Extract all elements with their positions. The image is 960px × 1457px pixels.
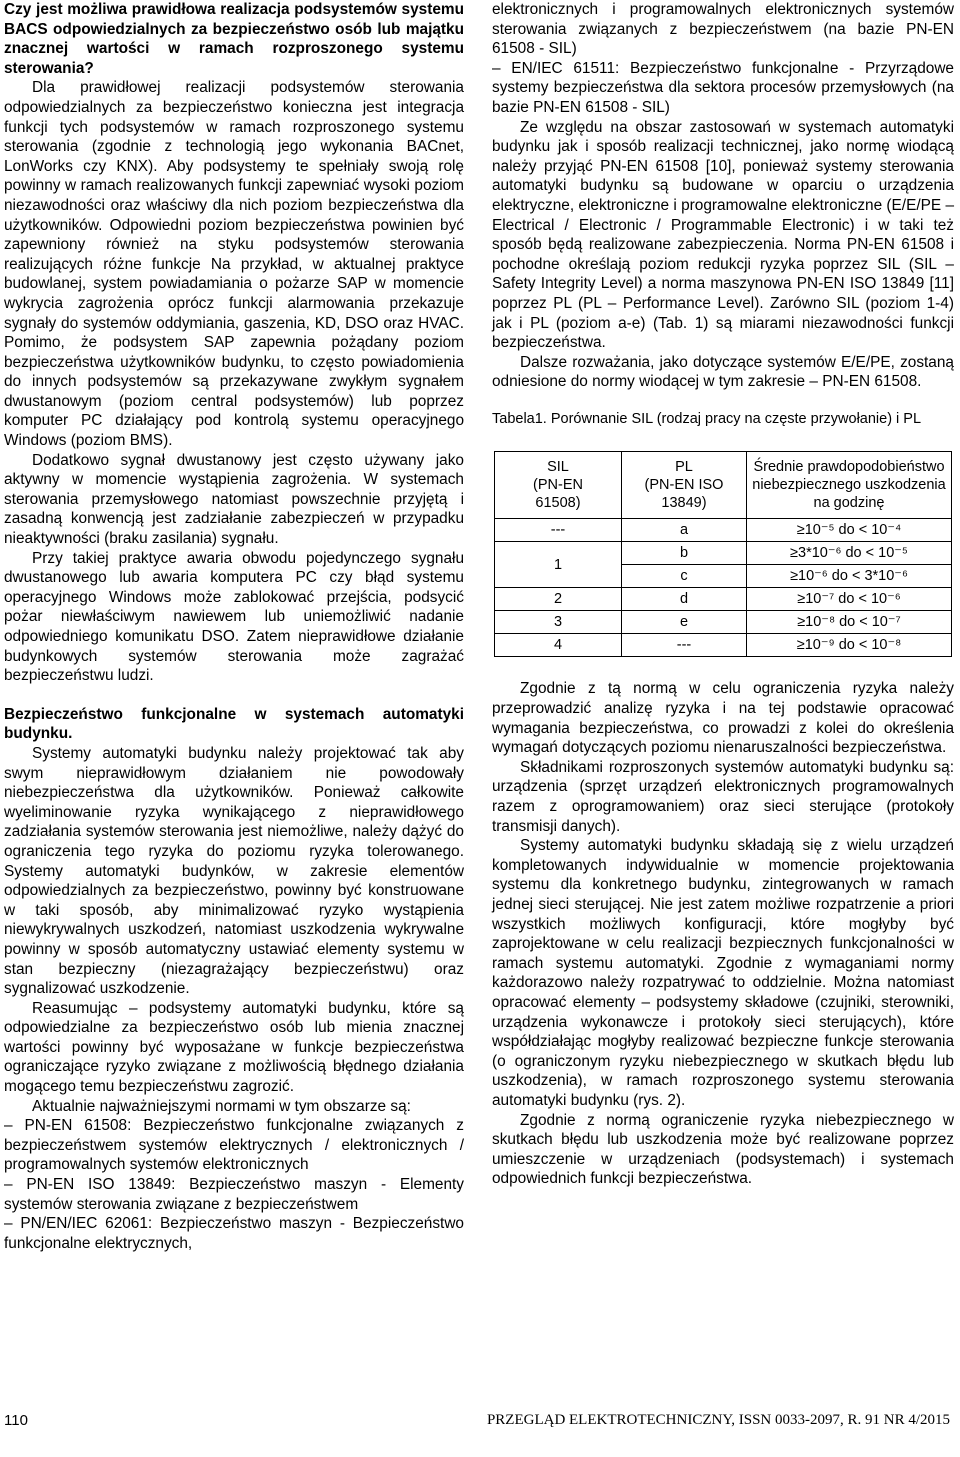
pl-cell: d bbox=[622, 588, 747, 611]
table-header-row bbox=[495, 452, 952, 519]
left-column bbox=[4, 0, 464, 1253]
section-heading: Bezpieczeństwo funkcjonalne w systemach automatyki budynku. bbox=[4, 705, 464, 743]
paragraph: Składnikami rozproszonych systemów automatyki budynku są: urządzenia (sprzęt urządzeń elektronicznych programowalnych razem z oprogramowaniem) oraz sieci sterujące (protokoły transmisji danych). bbox=[492, 758, 954, 835]
table-row bbox=[495, 588, 952, 611]
probability-cell: ≥10⁻⁵ do < 10⁻⁴ bbox=[747, 519, 952, 542]
paragraph: elektronicznych i programowalnych elektronicznych systemów sterowania związanych z bezpieczeństwem (na bazie PN-EN 61508 - SIL) bbox=[492, 1, 954, 58]
paragraph: Dalsze rozważania, jako dotyczące systemów E/E/PE, zostaną odniesione do normy wiodącej w tym zakresie – PN-EN 61508. bbox=[492, 353, 954, 391]
table-row bbox=[495, 519, 952, 542]
table-row bbox=[495, 542, 952, 565]
pl-cell: b bbox=[622, 542, 747, 565]
right-column bbox=[492, 0, 954, 1189]
header-cell-probability: Średnie prawdopodobieństwo niebezpiecznego uszkodzenia na godzinę bbox=[747, 452, 952, 519]
page-number: 110 bbox=[4, 1412, 28, 1429]
pl-cell: e bbox=[622, 611, 747, 634]
probability-cell: ≥10⁻⁸ do < 10⁻⁷ bbox=[747, 611, 952, 634]
probability-cell: ≥3*10⁻⁶ do < 10⁻⁵ bbox=[747, 542, 952, 565]
question-heading: Czy jest możliwa prawidłowa realizacja podsystemów systemu BACS odpowiedzialnych za bezpieczeństwo osób lub majątku znacznej wartości w ramach rozproszonego systemu sterowania? bbox=[4, 1, 464, 77]
sil-pl-table bbox=[494, 451, 952, 657]
sil-cell: 4 bbox=[495, 634, 622, 657]
standard-list-item: – EN/IEC 61511: Bezpieczeństwo funkcjonalne - Przyrządowe systemy bezpieczeństwa dla sektora procesów przemysłowych (na bazie PN-EN 61508 - SIL) bbox=[492, 59, 954, 116]
journal-info: PRZEGLĄD ELEKTROTECHNICZNY, ISSN 0033-2097, R. 91 NR 4/2015 bbox=[486, 1412, 950, 1428]
paragraph: Zgodnie z normą ograniczenie ryzyka niebezpiecznego w skutkach błędu lub uszkodzenia może być realizowane poprzez umieszczenie w urządzeniach (podsystemach) i systemach odpowiednich funkcji bezpieczeństwa. bbox=[492, 1111, 954, 1188]
table-row bbox=[495, 611, 952, 634]
probability-cell: ≥10⁻⁶ do < 3*10⁻⁶ bbox=[747, 565, 952, 588]
paragraph: Ze względu na obszar zastosowań w systemach automatyki budynku jak i sposób realizacji technicznej, jako normę wiodącą należy przyjąć PN-EN 61508 [10], ponieważ systemy sterowania automatyki budynku są budowane w oparciu o urządzenia elektryczne, elektroniczne i programowalne elektroniczne (E/E/PE – Electrical / Electronic / Programmable Electronic) i w taki też sposób będą realizowane zabezpieczenia. Norma PN-EN 61508 i pochodne określają poziom redukcji ryzyka poprzez SIL (SIL – Safety Integrity Level) a norma maszynowa PN-EN ISO 13849 [11] poprzez PL (PL – Performance Level). Zarówno SIL (poziom 1-4) jak i PL (poziom a-e) (Tab. 1) są miarami niezawodności funkcji bezpieczeństwa. bbox=[492, 118, 954, 352]
sil-cell: 3 bbox=[495, 611, 622, 634]
paragraph: Dodatkowo sygnał dwustanowy jest często używany jako aktywny w momencie wystąpienia zagrożenia. W systemach sterowania przemysłowego natomiast powszechnie przyjętą i zasadną konwencją jest zadziałanie zabezpieczeń w przypadku nieaktywności (braku zasilania) sygnału. bbox=[4, 451, 464, 548]
pl-cell: c bbox=[622, 565, 747, 588]
table-caption: Tabela1. Porównanie SIL (rodzaj pracy na częste przywołanie) i PL bbox=[492, 410, 922, 427]
probability-cell: ≥10⁻⁷ do < 10⁻⁶ bbox=[747, 588, 952, 611]
standard-list-item: – PN/EN/IEC 62061: Bezpieczeństwo maszyn - Bezpieczeństwo funkcjonalne elektrycznych, bbox=[4, 1215, 464, 1252]
standard-list-item: – PN-EN ISO 13849: Bezpieczeństwo maszyn - Elementy systemów sterowania związane z bezpieczeństwem bbox=[4, 1176, 464, 1213]
paragraph: Aktualnie najważniejszymi normami w tym obszarze są: bbox=[32, 1097, 411, 1115]
sil-cell: --- bbox=[495, 519, 622, 542]
paragraph: Systemy automatyki budynku należy projektować tak aby swym nieprawidłowym działaniem nie powodowały niebezpieczeństwa dla użytkowników. Ponieważ całkowite wyeliminowanie ryzyka wynikającego z nieprawidłowego zadziałania systemów sterowania jest niemożliwe, należy dążyć do ograniczenia tego ryzyka do poziomu ryzyka tolerowanego. Systemy automatyki budynków, w zakresie elementów odpowiedzialnych za bezpieczeństwo, powinny być konstruowane w taki sposób, aby minimalizować ryzyko wystąpienia niewykrywalnych uszkodzeń, natomiast uszkodzenia wykrywalne powinny w sposób automatyczny ustawiać elementy systemu w stan bezpieczny (niezagrażający bezpieczeństwu) oraz sygnalizować uszkodzenie. bbox=[4, 744, 464, 998]
sil-cell: 1 bbox=[495, 542, 622, 588]
paragraph: Systemy automatyki budynku składają się z wielu urządzeń kompletowanych indywidualnie w momencie projektowania systemu dla konkretnego budynku, zintegrowanych w ramach jednej sieci sterującej. Nie jest zatem możliwe rozpatrzenie a priori wszystkich możliwych konfiguracji, które mogłyby być zaprojektowane w celu realizacji bezpiecznych funkcjonalności w ramach systemu automatyki. Zgodnie z wymaganiami normy każdorazowo należy rozpatrywać to oddzielnie. Można natomiast opracować elementy – podsystemy składowe (czujniki, sterowniki, urządzenia wykonawcze i protokoły sieci sterujących), które współdziałając mogłyby realizować bezpieczne funkcje sterowania (o ograniczonym ryzyku niebezpiecznego w skutkach błędu lub uszkodzenia), w ramach rozproszonego systemu sterowania automatyki budynku (rys. 2). bbox=[492, 837, 954, 1109]
standard-list-item: – PN-EN 61508: Bezpieczeństwo funkcjonalne związanych z bezpieczeństwem systemów elektrycznych / elektronicznych / programowalnych systemów elektronicznych bbox=[4, 1117, 464, 1174]
pl-cell: --- bbox=[622, 634, 747, 657]
paragraph: Przy takiej praktyce awaria obwodu pojedynczego sygnału dwustanowego lub awaria komputera PC czy błąd systemu operacyjnego Windows może zablokować przejścia, podsycić pożar niewłaściwym nawiewem lub uniemożliwić nadanie odpowiedniego komunikatu DSO. Zatem nieprawidłowe działanie budynkowych systemów sterowania może zagrażać bezpieczeństwu ludzi. bbox=[4, 549, 464, 685]
table-row bbox=[495, 634, 952, 657]
paragraph: Zgodnie z tą normą w celu ograniczenia ryzyka należy przeprowadzić analizę ryzyka i na tej podstawie opracować wymagania bezpieczeństwa, co prowadzi z kolei do określenia wymagań dotyczących poziomu nienaruszalności bezpieczeństwa. bbox=[492, 680, 954, 757]
paragraph: Dla prawidłowej realizacji podsystemów sterowania odpowiedzialnych za bezpieczeństwo konieczna jest integracja funkcji tych podsystemów w ramach rozproszonego systemu sterowania (zgodnie z technologią jego wykonania BACnet, LonWorks czy KNX). Aby podsystemy te spełniały swoją rolę powinny w ramach realizowanych funkcji zapewniać wysoki poziom niezawodności oraz właściwy dla nich poziom bezpieczeństwa dla użytkowników. Odpowiedni poziom bezpieczeństwa powinien być zapewniony również na styku podsystemów sterowania realizujących różne funkcje Na przykład, w aktualnej praktyce budowlanej, system powiadamiania o pożarze SAP w momencie wykrycia zagrożenia oprócz funkcji alarmowania przekazuje sygnały do systemów oddymiania, gaszenia, KD, DSO oraz HVAC. Pomimo, że podsystem SAP zapewnia pożądany poziom bezpieczeństwa użytkowników budynku, to często powiadomienia do innych podsystemów są przekazywane zwykłym sygnałem dwustanowym (poziom central podsystemów) lub poprzez komputer PC działający pod kontrolą systemu operacyjnego Windows (poziom BMS). bbox=[4, 79, 464, 450]
sil-cell: 2 bbox=[495, 588, 622, 611]
header-cell-pl: PL (PN-EN ISO 13849) bbox=[622, 452, 747, 519]
pl-cell: a bbox=[622, 519, 747, 542]
header-cell-sil: SIL (PN-EN 61508) bbox=[495, 452, 622, 519]
paragraph: Reasumując – podsystemy automatyki budynku, które są odpowiedzialne za bezpieczeństwo osób lub mienia znacznej wartości powinny być wyposażane w funkcje bezpieczeństwa ograniczające ryzyko związane z możliwością błędnego działania mogącego temu bezpieczeństwu zagrozić. bbox=[4, 999, 464, 1096]
probability-cell: ≥10⁻⁹ do < 10⁻⁸ bbox=[747, 634, 952, 657]
